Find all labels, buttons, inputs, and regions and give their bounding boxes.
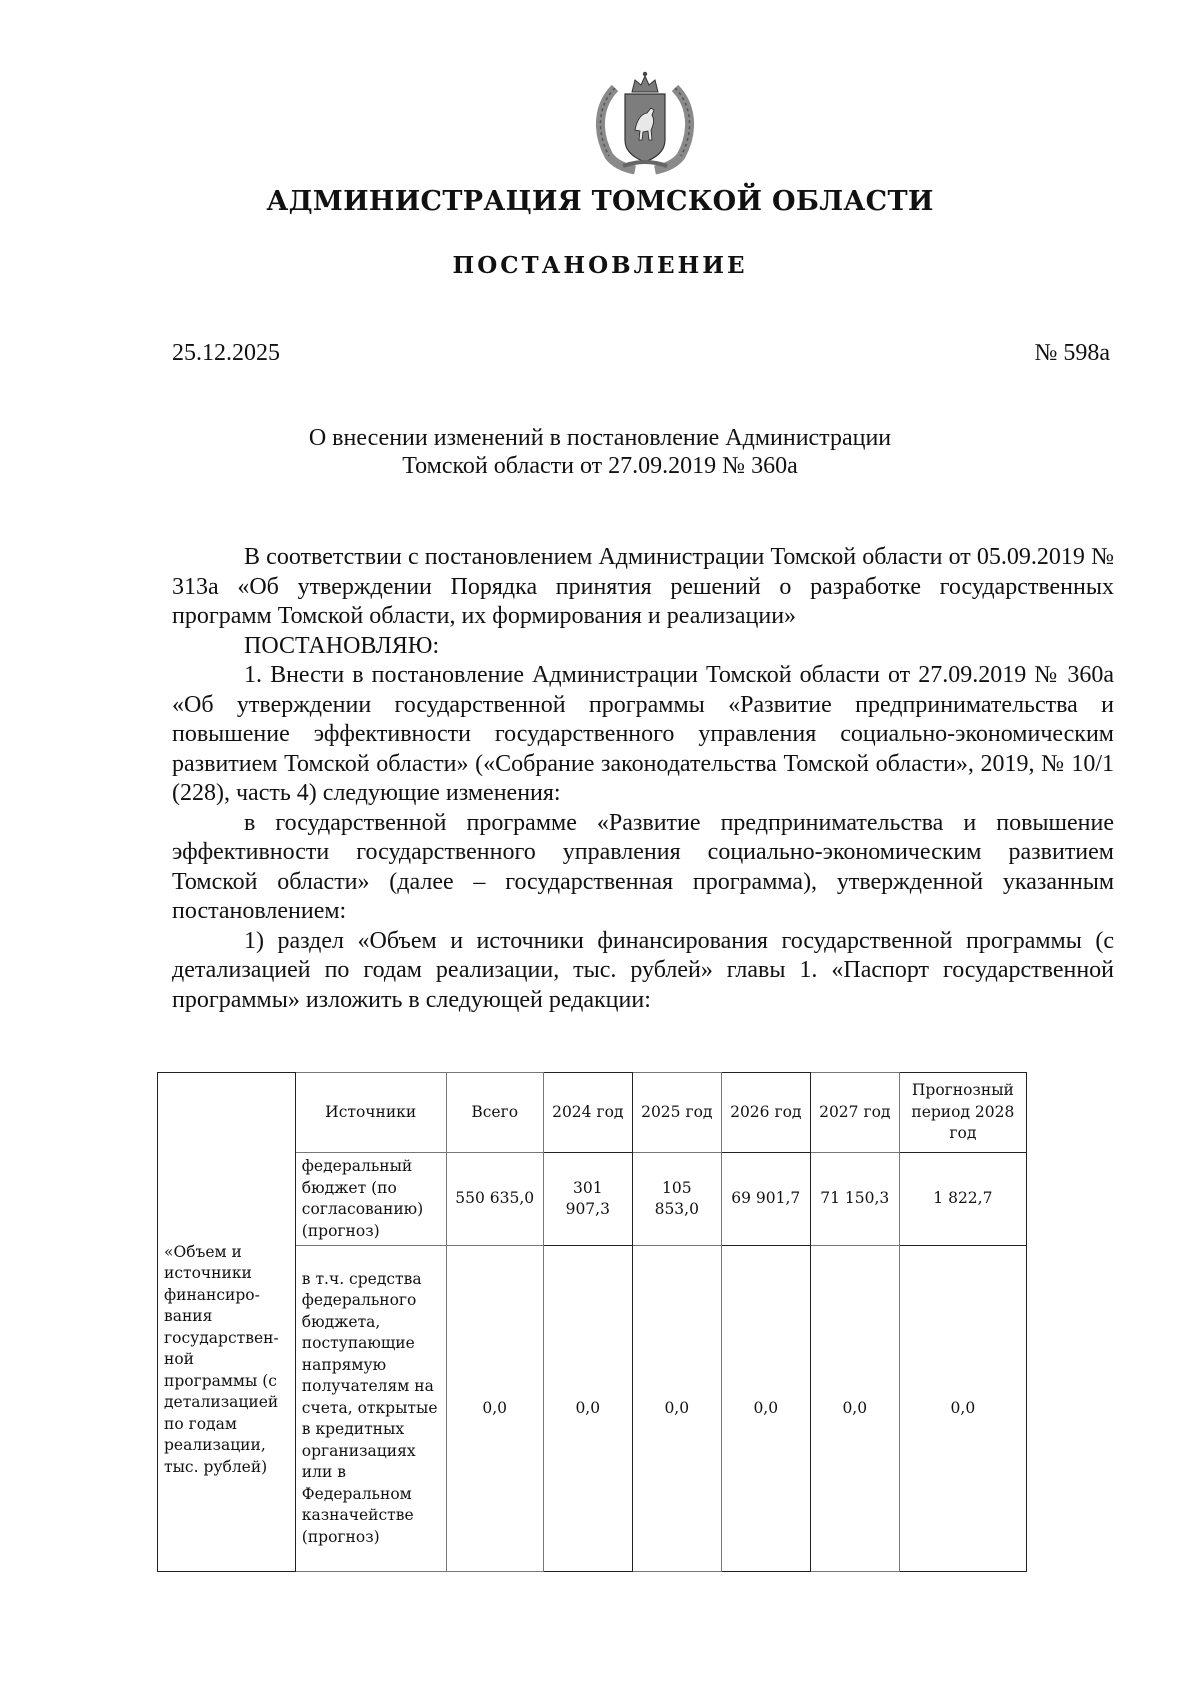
table-header-row [158,1073,1027,1153]
organization-title: АДМИНИСТРАЦИЯ ТОМСКОЙ ОБЛАСТИ [266,186,934,217]
value-2025: 105 853,0 [632,1153,721,1246]
value-2024: 0,0 [543,1246,632,1572]
source-federal-direct: в т.ч. средства федерального бюджета, поступающие напрямую получателям на счета, открытые в кредитных организациях или в Федеральном казначействе (прогноз) [295,1246,446,1572]
document-type-heading: ПОСТАНОВЛЕНИЕ [452,252,748,279]
value-2028: 0,0 [899,1246,1026,1572]
column-header-2024: 2024 год [543,1073,632,1153]
value-total: 0,0 [446,1246,543,1572]
document-subject [0,424,1200,480]
coat-of-arms-icon [585,68,705,176]
column-header-sources: Источники [295,1073,446,1153]
preamble-paragraph: В соответствии с постановлением Администрации Томской области от 05.09.2019 № 313а «Об утверждении Порядка принятия решений о разработке государственных программ Томской области, их формирования и реализации» [172,544,1114,629]
column-header-2025: 2025 год [632,1073,721,1153]
financing-table [157,1072,1027,1572]
source-federal-budget: федеральный бюджет (по согласованию) (прогноз) [295,1153,446,1246]
decree-word: ПОСТАНОВЛЯЮ: [244,632,440,659]
item-1-paragraph: 1. Внести в постановление Администрации Томской области от 27.09.2019 № 360а «Об утверждении государственной программы «Развитие предпринимательства и повышение эффективности государственного управления социально-экономическим развитием Томской области» («Собрание законодательства Томской области», 2019, № 10/1 (228), часть 4) следующие изменения: [172,662,1114,806]
subject-line-1: О внесении изменений в постановление Администрации [308,425,892,451]
column-header-2027: 2027 год [810,1073,899,1153]
document-body [172,543,1114,1015]
column-header-2026: 2026 год [721,1073,810,1153]
column-header-total: Всего [446,1073,543,1153]
value-total: 550 635,0 [446,1153,543,1246]
value-2026: 69 901,7 [721,1153,810,1246]
subitem-1-paragraph: 1) раздел «Объем и источники финансирования государственной программы (с детализацией по годам реализации, тыс. рублей» главы 1. «Паспорт государственной программы» изложить в следующей редакции: [172,927,1114,1013]
column-header-2028-forecast: Прогнозный период 2028 год [899,1073,1026,1153]
value-2026: 0,0 [721,1246,810,1572]
value-2028: 1 822,7 [899,1153,1026,1246]
document-number: № 598а [1034,340,1110,366]
row-label-text: «Объем и источники финансиро-вания государствен-ной программы (с детализацией по годам реализации, тыс. рублей) [164,1242,279,1476]
value-2027: 71 150,3 [810,1153,899,1246]
item-1-context-paragraph: в государственной программе «Развитие предпринимательства и повышение эффективности государственного управления социально-экономическим развитием Томской области» (далее – государственная программа), утвержденной указанным постановлением: [172,809,1114,924]
row-label-cell [158,1073,296,1572]
value-2025: 0,0 [632,1246,721,1572]
subject-line-2: Томской области от 27.09.2019 № 360а [402,453,798,479]
value-2024: 301 907,3 [543,1153,632,1246]
document-date: 25.12.2025 [172,340,280,366]
value-2027: 0,0 [810,1246,899,1572]
